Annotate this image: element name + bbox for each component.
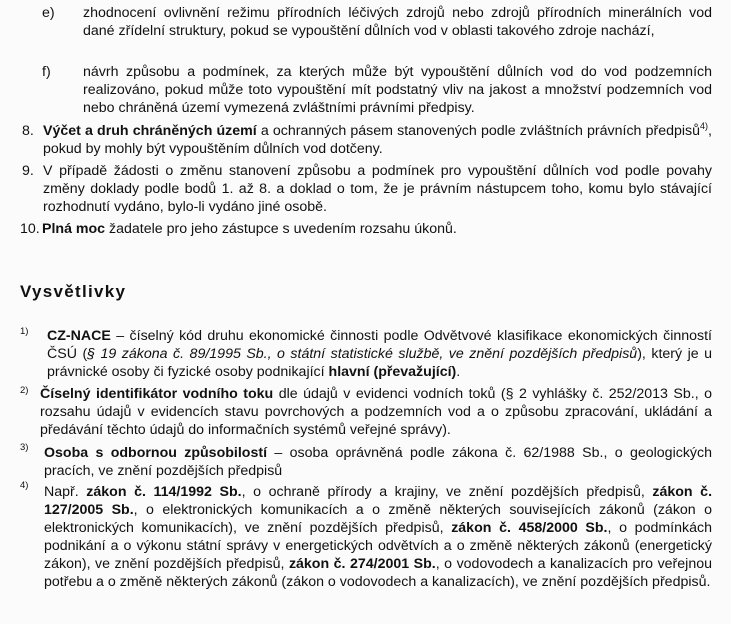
item-10-text: žadatele pro jeho zástupce s uvedením rozsahu úkonů. xyxy=(105,221,457,237)
footnote-4-text-5: , o vodovodech a kanalizacích pro veřejnou potřebu a o změně některých zákonů (zákon o vodovodech a kanalizacích), ve znění pozdějších předpisů. xyxy=(44,556,712,590)
footnote-4-text-4: , o podmínkách podnikání a o výkonu státní správy v energetických odvětvích a o změně některých zákonů (energetický zákon), ve znění pozdějších předpisů, xyxy=(44,520,712,572)
footnote-1-term: CZ-NACE xyxy=(47,328,111,344)
item-9: V případě žádosti o změnu stanovení způsobu a podmínek pro vypouštění důlních vod podle povahy změny doklady podle bodů 1. až 8. a doklad o tom, že je právním nástupcem toho, komu bylo stávající rozhodnutí vydáno, bylo-li vydáno jiné osobě. xyxy=(43,163,712,215)
footnote-4 xyxy=(44,483,712,591)
footnote-4-text-3: , o elektronických komunikacích a o změně některých souvisejících zákonů (zákon o elektronických komunikacích), ve znění pozdějších předpisů, xyxy=(44,502,713,536)
law-reference-114-1992: zákon č. 114/1992 Sb. xyxy=(86,484,242,500)
footnote-3 xyxy=(44,444,712,480)
law-reference-127-2005: zákon č. 127/2005 Sb. xyxy=(44,484,713,518)
item-8-text-end: , pokud by mohly být vypouštěním důlních vod dotčeny. xyxy=(43,123,712,157)
item-number-10: 10. xyxy=(20,221,40,237)
footnote-mark-3: 3) xyxy=(20,442,29,453)
footnote-2-text: dle údajů v evidenci vodních toků (§ 2 vyhlášky č. 252/2013 Sb., o rozsahu údajů v evidencích stavu povrchových a podzemních vod a o způsobu zpracování, ukládání a předávání těchto údajů do informačních systémů veřejné správy). xyxy=(40,386,713,438)
item-10-title: Plná moc xyxy=(42,221,106,237)
footnote-4-text: Např. xyxy=(44,484,87,500)
footnote-3-term: Osoba s odbornou způsobilostí xyxy=(44,445,268,461)
footnote-1-emphasis: hlavní (převažující) xyxy=(328,364,457,380)
footnote-1-citation: § 19 zákona č. 89/1995 Sb., o státní statistické službě, ve znění pozdějších předpisů xyxy=(87,346,638,362)
footnote-mark-2: 2) xyxy=(20,385,29,396)
item-8-text: a ochranných pásem stanovených podle zvláštních právních předpisů xyxy=(256,123,701,139)
law-reference-274-2001: zákon č. 274/2001 Sb. xyxy=(288,556,436,572)
explanations-heading: Vysvětlivky xyxy=(20,282,127,301)
list-label-e: e) xyxy=(42,5,55,21)
footnote-ref-4[interactable]: 4) xyxy=(700,121,709,131)
law-reference-458-2000: zákon č. 458/2000 Sb. xyxy=(451,520,608,536)
footnote-1-text: – číselný kód druhu ekonomické činnosti podle Odvětvové klasifikace ekonomických činností ČSÚ ( xyxy=(47,328,712,362)
footnote-2-term: Číselný identifikátor vodního toku xyxy=(40,386,274,402)
item-10 xyxy=(42,220,712,238)
list-item-f: návrh způsobu a podmínek, za kterých může být vypouštění důlních vod do vod podzemních realizováno, pokud může toto vypouštění mít podstatný vliv na jakost a množství podzemních vod nebo chráněná území vymezená zvláštními právními předpisy. xyxy=(83,64,712,116)
footnote-4-text-2: , o ochraně přírody a krajiny, ve znění pozdějších předpisů, xyxy=(241,484,653,500)
footnote-mark-4: 4) xyxy=(20,480,29,491)
footnote-3-text: – osoba oprávněná podle zákona č. 62/1988 Sb., o geologických pracích, ve znění pozdějších předpisů xyxy=(44,445,712,479)
footnote-1 xyxy=(47,327,712,381)
footnote-mark-1: 1) xyxy=(20,326,29,337)
footnote-1-text-3: . xyxy=(456,364,461,380)
footnote-1-text-2: ), který je u právnické osoby či fyzické osoby podnikající xyxy=(47,346,712,380)
item-8 xyxy=(43,122,712,158)
item-number-8: 8. xyxy=(22,123,34,139)
list-label-f: f) xyxy=(42,64,51,80)
item-8-title: Výčet a druh chráněných území xyxy=(43,123,257,139)
item-number-9: 9. xyxy=(22,163,34,179)
list-item-e: zhodnocení ovlivnění režimu přírodních léčivých zdrojů nebo zdrojů přírodních minerálních vod dané zřídelní struktury, pokud se vypouštění důlních vod v oblasti takového zdroje nachází, xyxy=(83,5,712,39)
footnote-2 xyxy=(40,385,712,439)
